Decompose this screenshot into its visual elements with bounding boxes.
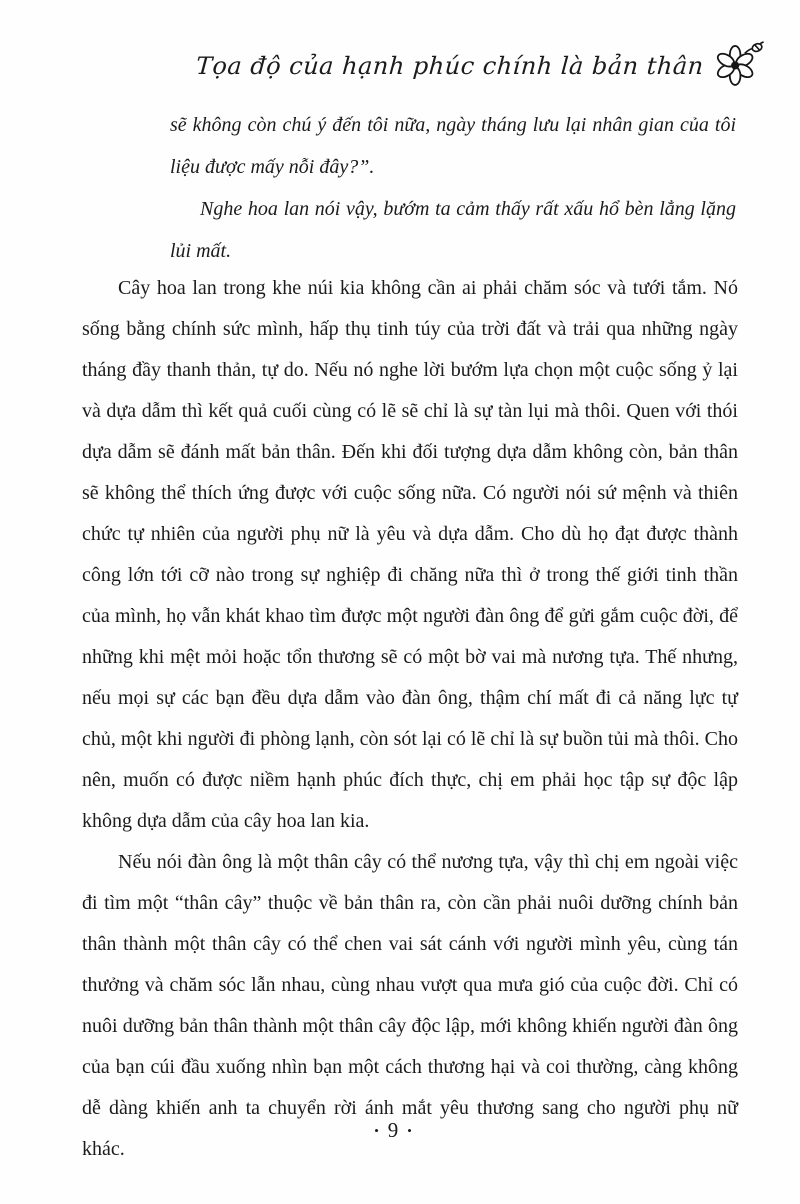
body-paragraph: Cây hoa lan trong khe núi kia không cần ai phải chăm sóc và tưới tắm. Nó sống bằng chính sức mình, hấp thụ tinh túy của trời đất và trải qua những ngày tháng đầy thanh thản, tự do. Nếu nó nghe lời bướm lựa chọn một cuộc sống ỷ lại và dựa dẫm thì kết quả cuối cùng có lẽ sẽ chỉ là sự tàn lụi mà thôi. Quen với thói dựa dẫm sẽ đánh mất bản thân. Đến khi đối tượng dựa dẫm không còn, bản thân sẽ không thể thích ứng được với cuộc sống nữa. Có người nói sứ mệnh và thiên chức tự nhiên của người phụ nữ là yêu và dựa dẫm. Cho dù họ đạt được thành công lớn tới cỡ nào trong sự nghiệp đi chăng nữa thì ở trong thế giới tinh thần của mình, họ vẫn khát khao tìm được một người đàn ông để gửi gắm cuộc đời, để những khi mệt mỏi hoặc tổn thương sẽ có một bờ vai mà nương tựa. Thế nhưng, nếu mọi sự các bạn đều dựa dẫm vào đàn ông, thậm chí mất đi cả năng lực tự chủ, một khi người đi phòng lạnh, còn sót lại có lẽ chỉ là sự buồn tủi mà thôi. Cho nên, muốn có được niềm hạnh phúc đích thực, chị em phải học tập sự độc lập không dựa dẫm của cây hoa lan kia. xyxy=(82,277,738,832)
running-header xyxy=(0,40,766,91)
body-paragraph: Nếu nói đàn ông là một thân cây có thể nương tựa, vậy thì chị em ngoài việc đi tìm một “thân cây” thuộc về bản thân ra, còn cần phải nuôi dưỡng chính bản thân thành một thân cây có thể chen vai sát cánh với người mình yêu, cùng tán thưởng và chăm sóc lẫn nhau, cùng nhau vượt qua mưa gió của cuộc đời. Chỉ có nuôi dưỡng bản thân thành một thân cây độc lập, mới không khiến người đàn ông của bạn cúi đầu xuống nhìn bạn một cách thương hại và coi thường, càng không dễ dàng khiến anh ta chuyển rời ánh mắt yêu thương sang cho người phụ nữ khác. xyxy=(82,851,738,1160)
body-text xyxy=(82,268,738,1170)
chapter-title: Tọa độ của hạnh phúc chính là bản thân xyxy=(195,51,705,80)
folio-number: 9 xyxy=(387,1118,399,1142)
page-number xyxy=(0,1118,786,1143)
quote-block xyxy=(170,104,736,272)
folio-dot: • xyxy=(407,1123,412,1138)
quote-paragraph: Nghe hoa lan nói vậy, bướm ta cảm thấy rất xấu hổ bèn lẳng lặng lủi mất. xyxy=(170,198,736,262)
folio-dot: • xyxy=(374,1123,379,1138)
flower-icon xyxy=(714,40,766,91)
quote-paragraph: sẽ không còn chú ý đến tôi nữa, ngày tháng lưu lại nhân gian của tôi liệu được mấy nỗi đây?”. xyxy=(170,114,736,178)
